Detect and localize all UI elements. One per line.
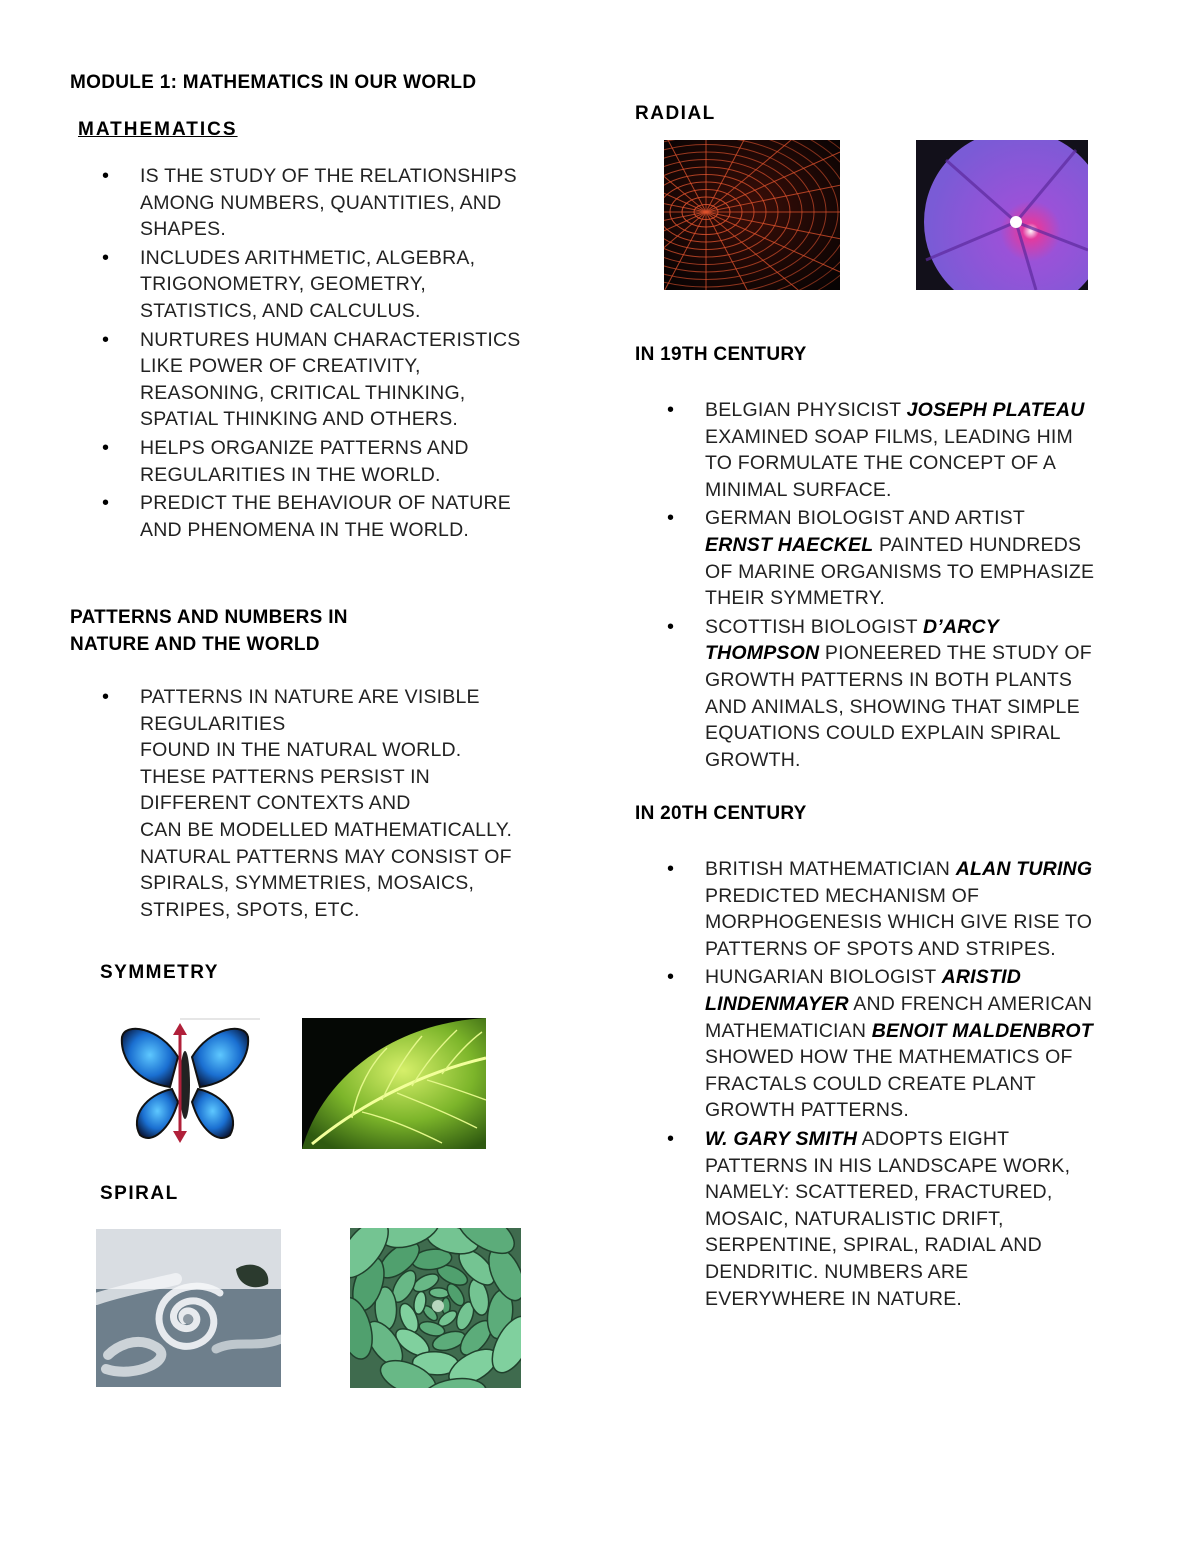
list-item: • HUNGARIAN BIOLOGIST ARISTID LINDENMAYER AND FRENCH AMERICAN MATHEMATICIAN BENOIT MALDENBROT SHOWED HOW THE MATHEMATICS OF FRACTALS COULD CREATE PLANT GROWTH PATTERNS. [635, 964, 1155, 1124]
hurricane-image [96, 1229, 281, 1387]
spider-web-image [664, 140, 840, 290]
flower-image [916, 140, 1088, 290]
leaf-image [302, 1018, 486, 1149]
c19-bullet-list [635, 397, 1155, 773]
list-item: • NURTURES HUMAN CHARACTERISTICS LIKE POWER OF CREATIVITY, REASONING, CRITICAL THINKING, SPATIAL THINKING AND OTHERS. [70, 327, 590, 433]
c20-bullet-list [635, 856, 1155, 1312]
list-item: • BELGIAN PHYSICIST JOSEPH PLATEAU EXAMINED SOAP FILMS, LEADING HIM TO FORMULATE THE CONCEPT OF A MINIMAL SURFACE. [635, 397, 1155, 503]
c20-heading: IN 20TH CENTURY [635, 803, 807, 824]
name-ernst-haeckel: ERNST HAECKEL [705, 533, 874, 556]
name-w-gary-smith: W. GARY SMITH [705, 1127, 858, 1150]
symmetry-heading: SYMMETRY [100, 962, 219, 983]
name-thompson: THOMPSON [705, 642, 820, 665]
butterfly-image [110, 1017, 260, 1149]
patterns-heading: PATTERNS AND NUMBERS IN NATURE AND THE WORLD [70, 607, 348, 655]
list-item: • GERMAN BIOLOGIST AND ARTIST ERNST HAECKEL PAINTED HUNDREDS OF MARINE ORGANISMS TO EMPHASIZE THEIR SYMMETRY. [635, 505, 1155, 611]
name-alan-turing: ALAN TURING [955, 858, 1093, 880]
spiral-heading: SPIRAL [100, 1183, 179, 1204]
name-darcy: D’ARCY [922, 615, 999, 638]
mathematics-heading: MATHEMATICS [78, 119, 238, 140]
list-item: • HELPS ORGANIZE PATTERNS AND REGULARITIES IN THE WORLD. [70, 435, 590, 488]
spiral-plant-image [350, 1228, 521, 1388]
list-item: • IS THE STUDY OF THE RELATIONSHIPS AMONG NUMBERS, QUANTITIES, AND SHAPES. [70, 163, 590, 243]
patterns-bullet-list [70, 684, 590, 923]
module-title: MODULE 1: MATHEMATICS IN OUR WORLD [70, 72, 477, 93]
name-lindenmayer: LINDENMAYER [705, 992, 849, 1015]
list-item: • SCOTTISH BIOLOGIST D’ARCY THOMPSON PIONEERED THE STUDY OF GROWTH PATTERNS IN BOTH PLANTS AND ANIMALS, SHOWING THAT SIMPLE EQUATIONS COULD EXPLAIN SPIRAL GROWTH. [635, 614, 1155, 774]
c19-heading: IN 19TH CENTURY [635, 344, 807, 365]
list-item: • INCLUDES ARITHMETIC, ALGEBRA, TRIGONOMETRY, GEOMETRY, STATISTICS, AND CALCULUS. [70, 245, 590, 325]
list-item: • PREDICT THE BEHAVIOUR OF NATURE AND PHENOMENA IN THE WORLD. [70, 490, 590, 543]
mathematics-bullet-list [70, 163, 590, 543]
name-benoit-maldenbrot: BENOIT MALDENBROT [871, 1019, 1093, 1042]
list-item: • BRITISH MATHEMATICIAN ALAN TURING PREDICTED MECHANISM OF MORPHOGENESIS WHICH GIVE RISE TO PATTERNS OF SPOTS AND STRIPES. [635, 856, 1155, 962]
radial-heading: RADIAL [635, 103, 716, 124]
list-item: • PATTERNS IN NATURE ARE VISIBLE REGULARITIES FOUND IN THE NATURAL WORLD. THESE PATTERNS PERSIST IN DIFFERENT CONTEXTS AND CAN BE MODELLED MATHEMATICALLY. NATURAL PATTERNS MAY CONSIST OF SPIRALS, SYMMETRIES, MOSAICS, STRIPES, SPOTS, ETC. [70, 684, 590, 923]
list-item: • W. GARY SMITH ADOPTS EIGHT PATTERNS IN HIS LANDSCAPE WORK, NAMELY: SCATTERED, FRACTURED, MOSAIC, NATURALISTIC DRIFT, SERPENTINE, SPIRAL, RADIAL AND DENDRITIC. NUMBERS ARE EVERYWHERE IN NATURE. [635, 1126, 1155, 1312]
name-aristid: ARISTID [941, 966, 1022, 989]
name-joseph-plateau: JOSEPH PLATEAU [906, 399, 1085, 421]
